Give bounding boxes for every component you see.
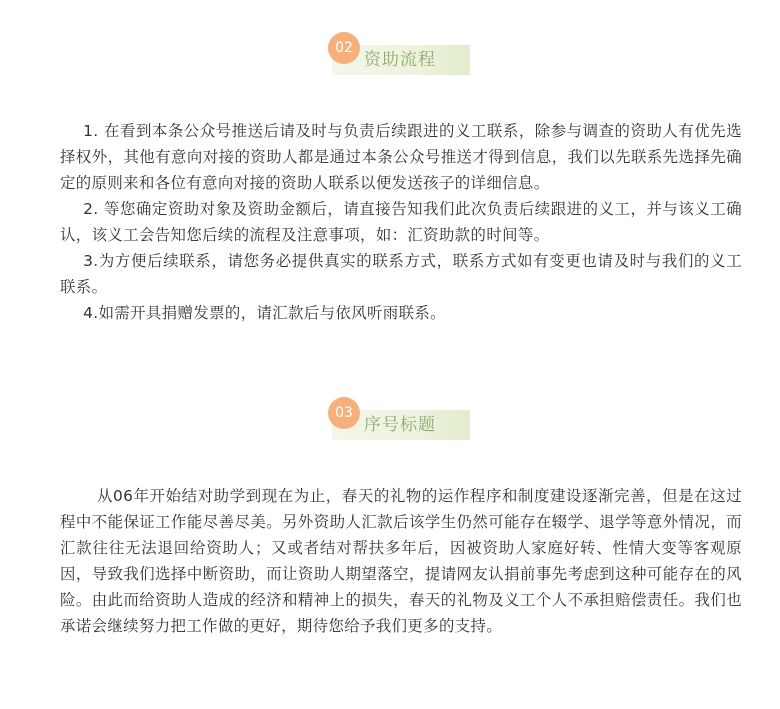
section-title: 序号标题 [364,415,436,435]
process-step-1: 1. 在看到本条公众号推送后请及时与负责后续跟进的义工联系，除参与调查的资助人有优先选择权外，其他有意向对接的资助人都是通过本条公众号推送才得到信息，我们以先联系先选择先确定的原则来和各位有意向对接的资助人联系以便发送孩子的详细信息。 [60,122,742,192]
section-heading-disclaimer [326,396,476,444]
section-number-badge: 02 [328,32,360,64]
process-step-2: 2. 等您确定资助对象及资助金额后，请直接告知我们此次负责后续跟进的义工，并与该义工确认，该义工会告知您后续的流程及注意事项，如：汇资助款的时间等。 [60,200,742,244]
section-number-badge: 03 [328,397,360,429]
process-content [60,118,742,326]
process-step-3: 3.为方便后续联系，请您务必提供真实的联系方式，联系方式如有变更也请及时与我们的义工联系。 [60,252,742,296]
section-heading-process [326,31,476,79]
process-step-4: 4.如需开具捐赠发票的，请汇款后与依风听雨联系。 [83,304,446,322]
disclaimer-paragraph: 从06年开始结对助学到现在为止，春天的礼物的运作程序和制度建设逐渐完善，但是在这过程中不能保证工作能尽善尽美。另外资助人汇款后该学生仍然可能存在辍学、退学等意外情况，而汇款往往无法退回给资助人；又或者结对帮扶多年后，因被资助人家庭好转、性情大变等客观原因，导致我们选择中断资助，而让资助人期望落空，提请网友认捐前事先考虑到这种可能存在的风险。由此而给资助人造成的经济和精神上的损失，春天的礼物及义工个人不承担赔偿责任。我们也承诺会继续努力把工作做的更好，期待您给予我们更多的支持。 [60,487,742,635]
disclaimer-content [60,483,742,639]
section-title: 资助流程 [364,50,436,70]
